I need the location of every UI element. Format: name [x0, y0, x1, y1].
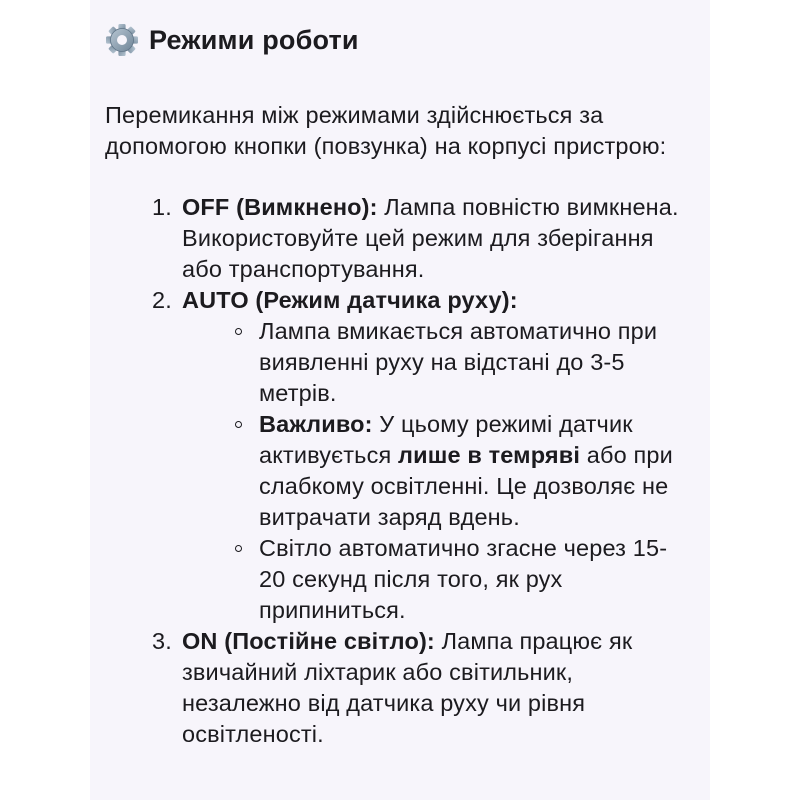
- circle-bullet-icon: [235, 328, 242, 335]
- section-header: [105, 18, 692, 62]
- mode-off: [105, 192, 692, 285]
- circle-bullet-icon: [235, 545, 242, 552]
- detail-text: У цьому режимі датчик активується: [259, 411, 633, 468]
- mode-description: Лампа працює як звичайний ліхтарик або світильник, незалежно від датчика руху чи рівня освітленості.: [182, 628, 633, 747]
- list-number: 1.: [152, 194, 172, 220]
- list-item: [182, 533, 692, 626]
- mode-label: OFF (Вимкнено):: [182, 194, 378, 220]
- important-label: Важливо:: [259, 411, 373, 437]
- list-item: [182, 409, 692, 533]
- list-number: 3.: [152, 628, 172, 654]
- circle-bullet-icon: [235, 421, 242, 428]
- mode-label: ON (Постійне світло):: [182, 628, 435, 654]
- mode-label: AUTO (Режим датчика руху):: [182, 287, 518, 313]
- intro-paragraph: Перемикання між режимами здійснюється за допомогою кнопки (повзунка) на корпусі пристрою:: [105, 102, 667, 159]
- detail-text: або при слабкому освітленні. Це дозволяє не витрачати заряд вдень.: [259, 442, 673, 530]
- gear-icon: [105, 23, 139, 57]
- mode-on: [105, 626, 692, 750]
- section-title: Режими роботи: [149, 25, 359, 55]
- detail-text: Лампа вмикається автоматично при виявленні руху на відстані до 3-5 метрів.: [259, 318, 658, 406]
- detail-text: Світло автоматично згасне через 15-20 секунд після того, як рух припиниться.: [259, 535, 668, 623]
- list-item: [182, 316, 692, 409]
- emphasis-text: лише в темряві: [398, 442, 581, 468]
- content-card: [90, 0, 710, 800]
- mode-auto: [105, 285, 692, 626]
- modes-list: [105, 192, 692, 750]
- auto-details-list: [182, 316, 692, 626]
- mode-description: Лампа повністю вимкнена. Використовуйте цей режим для зберігання або транспортування.: [182, 194, 679, 282]
- list-number: 2.: [152, 287, 172, 313]
